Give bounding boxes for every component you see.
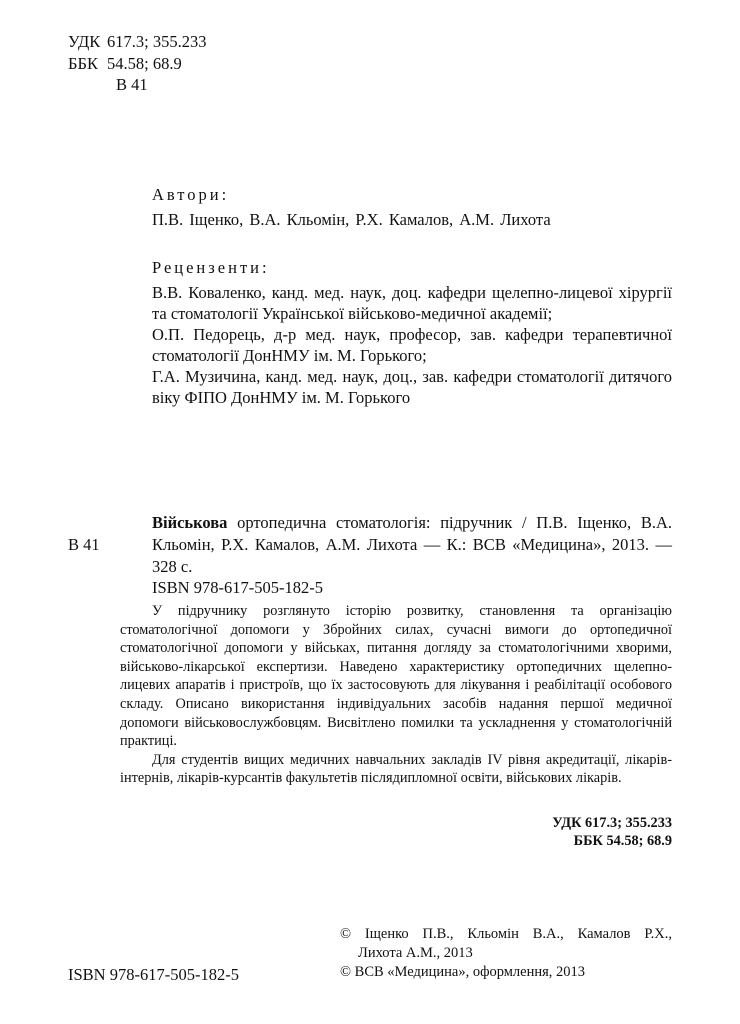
top-classification-codes (68, 31, 206, 96)
reviewers-list (152, 282, 672, 408)
authors-heading: Автори: (152, 185, 230, 204)
abstract-paragraph: У підручнику розглянуто історію розвитку, становлення та організацію стоматологічної допомоги у Збройних силах, сучасні вимоги до ортопедичної стоматологічної допомоги у військах, питання догляду за стоматологічними хворими, військово-лікарської експертизи. Наведено характеристику ортопедичних щелепно-лицевих апаратів і пристроїв, що їх застосовують для лікування і реабілітації особового складу. Описано використання індивідуальних засобів надання першої медичної допомоги військовослужбовцям. Висвітлено помилки та ускладнення у стоматологічній практиці. (120, 603, 672, 750)
abstract (120, 602, 672, 788)
copyright-publisher: © ВСВ «Медицина», оформлення, 2013 (340, 964, 586, 980)
udk-label: УДК (68, 32, 101, 51)
reviewer-item: О.П. Педорець, д-р мед. наук, професор, зав. кафедри терапевтичної стоматології ДонНМУ ім. М. Горького; (152, 325, 672, 365)
isbn-inline: ISBN 978-617-505-182-5 (152, 578, 323, 597)
bbk-value: 54.58; 68.9 (107, 53, 182, 73)
authors-names: П.В. Іщенко, В.А. Кльомін, Р.Х. Камалов, А.М. Лихота (152, 210, 551, 229)
reviewers-heading: Рецензенти: (152, 258, 270, 277)
classification-block (552, 814, 672, 850)
copyright-authors-cont: Лихота А.М., 2013 (358, 945, 473, 961)
bbk-row (68, 53, 206, 75)
udk-code: УДК 617.3; 355.233 (552, 815, 672, 831)
reviewer-item: В.В. Коваленко, канд. мед. наук, доц. кафедри щелепно-лицевої хірургії та стоматології Української військово-медичної академії; (152, 283, 672, 323)
author-mark: В 41 (116, 75, 148, 94)
copyright-authors: © Іщенко П.В., Кльомін В.А., Камалов Р.Х., (340, 926, 672, 942)
bibliographic-description (152, 512, 672, 578)
bibliographic-code: В 41 (68, 535, 100, 554)
book-title: Військова (152, 513, 228, 532)
book-description: ортопедична стоматологія: підручник / П.В. Іщенко, В.А. Кльомін, Р.Х. Камалов, А.М. Лихота — К.: ВСВ «Медицина», 2013. — 328 с. (152, 513, 672, 576)
abstract-paragraph: Для студентів вищих медичних навчальних закладів IV рівня акредитації, лікарів-інтернів, лікарів-курсантів факультетів післядипломної освіти, військових лікарів. (120, 751, 672, 787)
bbk-label: ББК (68, 53, 98, 73)
bbk-code: ББК 54.58; 68.9 (573, 833, 672, 849)
isbn-bottom: ISBN 978-617-505-182-5 (68, 965, 239, 984)
copyright-block (340, 925, 672, 982)
udk-value: 617.3; 355.233 (107, 32, 207, 51)
udk-row (68, 31, 206, 53)
reviewer-item: Г.А. Музичина, канд. мед. наук, доц., зав. кафедри стоматології дитячого віку ФІПО ДонНМУ ім. М. Горького (152, 367, 672, 407)
